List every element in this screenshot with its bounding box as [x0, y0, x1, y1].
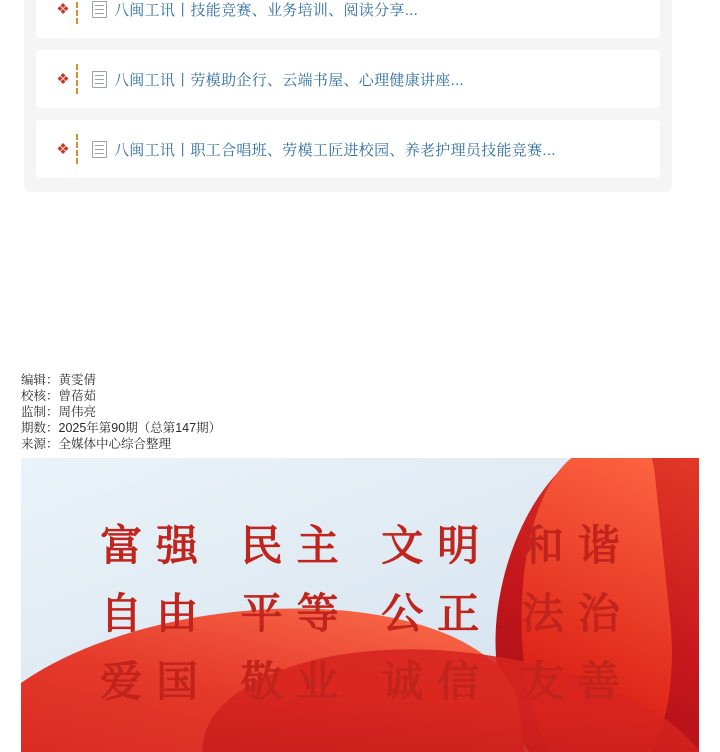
credits-block	[21, 372, 221, 452]
list-item-title[interactable]: 八闽工讯丨技能竞赛、业务培训、阅读分享...	[114, 1, 419, 19]
document-icon	[92, 141, 107, 158]
list-item-title[interactable]: 八闽工讯丨劳模助企行、云端书屋、心理健康讲座...	[114, 71, 465, 89]
credit-source: 来源：全媒体中心综合整理	[21, 437, 172, 451]
credit-supervisor: 监制：周伟亮	[21, 405, 97, 419]
credit-editor: 编辑：黄雯倩	[21, 373, 97, 387]
dashed-divider	[76, 134, 78, 164]
credit-proofreader: 校核：曾蓓茹	[21, 389, 97, 403]
flower-bullet-icon: ❖	[56, 70, 70, 88]
credit-issue-number: 期数：2025年第90期（总第147期）	[21, 421, 222, 435]
list-item-title[interactable]: 八闽工讯丨职工合唱班、劳模工匠进校园、养老护理员技能竞赛...	[114, 141, 556, 159]
flower-bullet-icon: ❖	[56, 140, 70, 158]
list-item[interactable]	[36, 50, 660, 108]
document-icon	[92, 71, 107, 88]
poster-line-3: 爱国 敬业 诚信 友善	[100, 657, 634, 706]
dashed-divider	[76, 0, 78, 24]
document-icon	[92, 1, 107, 18]
dashed-divider	[76, 64, 78, 94]
list-item[interactable]	[36, 0, 660, 38]
poster-text-block	[21, 512, 699, 716]
poster-line-2: 自由 平等 公正 法治	[100, 589, 634, 638]
socialist-core-values-poster	[21, 458, 699, 752]
flower-bullet-icon: ❖	[56, 0, 70, 18]
article-list-card	[24, 0, 672, 192]
list-item[interactable]	[36, 120, 660, 178]
poster-line-1: 富强 民主 文明 和谐	[100, 521, 634, 570]
